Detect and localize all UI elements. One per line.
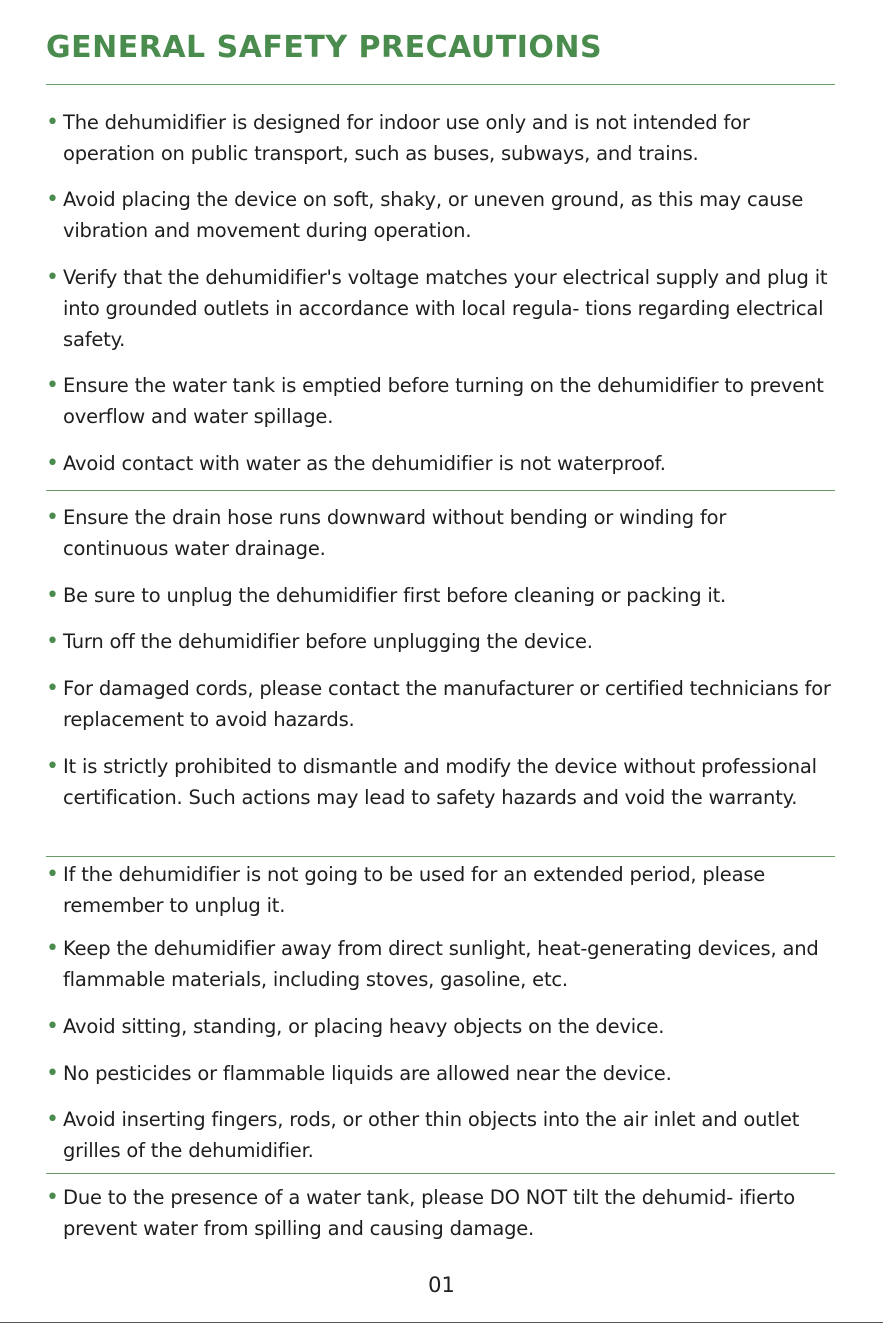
list-item-text: If the dehumidifier is not going to be used for an extended period, please remember to unplug it. bbox=[63, 863, 766, 917]
list-item-text: Due to the presence of a water tank, please DO NOT tilt the dehumid- ifierto prevent water from spilling and causing damage. bbox=[63, 1186, 795, 1240]
list-item bbox=[46, 673, 835, 735]
bullet-icon: • bbox=[46, 505, 59, 530]
bullet-icon: • bbox=[46, 1185, 59, 1210]
bullet-icon: • bbox=[46, 265, 59, 290]
bullet-icon: • bbox=[46, 187, 59, 212]
list-item-text: The dehumidifier is designed for indoor use only and is not intended for operation on public transport, such as buses, subways, and trains. bbox=[63, 111, 750, 165]
list-item-text: Avoid contact with water as the dehumidifier is not waterproof. bbox=[63, 452, 666, 475]
list-item bbox=[46, 859, 835, 921]
bullet-icon: • bbox=[46, 583, 59, 608]
list-item-text: Avoid placing the device on soft, shaky, or uneven ground, as this may cause vibration and movement during operation. bbox=[63, 188, 804, 242]
page-number: 01 bbox=[428, 1273, 455, 1297]
bullet-icon: • bbox=[46, 1014, 59, 1039]
list-item bbox=[46, 1182, 835, 1244]
list-item-text: Keep the dehumidifier away from direct sunlight, heat-generating devices, and flammable materials, including stoves, gasoline, etc. bbox=[63, 937, 819, 991]
list-item-text: Avoid inserting fingers, rods, or other thin objects into the air inlet and outlet grilles of the dehumidifier. bbox=[63, 1108, 800, 1162]
bullet-icon: • bbox=[46, 629, 59, 654]
bullet-icon: • bbox=[46, 676, 59, 701]
section-divider bbox=[46, 1173, 835, 1174]
list-item-text: For damaged cords, please contact the manufacturer or certified technicians for replacement to avoid hazards. bbox=[63, 677, 831, 731]
list-item bbox=[46, 1058, 835, 1089]
list-item-text: Ensure the drain hose runs downward without bending or winding for continuous water drainage. bbox=[63, 506, 727, 560]
bullet-icon: • bbox=[46, 862, 59, 887]
page-title: GENERAL SAFETY PRECAUTIONS bbox=[46, 30, 603, 65]
bullet-icon: • bbox=[46, 110, 59, 135]
bullet-icon: • bbox=[46, 754, 59, 779]
list-item bbox=[46, 448, 835, 479]
list-item bbox=[46, 933, 835, 995]
list-item bbox=[46, 184, 835, 246]
list-item-text: Ensure the water tank is emptied before turning on the dehumidifier to prevent overflow and water spillage. bbox=[63, 374, 824, 428]
bullet-icon: • bbox=[46, 936, 59, 961]
list-item-text: Avoid sitting, standing, or placing heavy objects on the device. bbox=[63, 1015, 665, 1038]
bullet-icon: • bbox=[46, 373, 59, 398]
title-divider bbox=[46, 84, 835, 85]
list-item-text: Be sure to unplug the dehumidifier first before cleaning or packing it. bbox=[63, 584, 727, 607]
list-item bbox=[46, 107, 835, 169]
list-item bbox=[46, 370, 835, 432]
list-item-text: It is strictly prohibited to dismantle and modify the device without professional certification. Such actions may lead to safety hazards and void the warranty. bbox=[63, 755, 817, 809]
bullet-icon: • bbox=[46, 1107, 59, 1132]
list-item bbox=[46, 262, 835, 355]
list-item bbox=[46, 580, 835, 611]
page-bottom-rule bbox=[0, 1322, 883, 1323]
list-item bbox=[46, 626, 835, 657]
bullet-icon: • bbox=[46, 451, 59, 476]
list-item-text: No pesticides or flammable liquids are allowed near the device. bbox=[63, 1062, 672, 1085]
list-item bbox=[46, 502, 835, 564]
section-divider bbox=[46, 856, 835, 857]
list-item-text: Verify that the dehumidifier's voltage matches your electrical supply and plug it into grounded outlets in accordance with local regula- tions regarding electrical safety. bbox=[63, 266, 828, 351]
list-item bbox=[46, 751, 835, 813]
list-item bbox=[46, 1104, 835, 1166]
section-divider bbox=[46, 490, 835, 491]
bullet-icon: • bbox=[46, 1061, 59, 1086]
list-item-text: Turn off the dehumidifier before unplugging the device. bbox=[63, 630, 593, 653]
list-item bbox=[46, 1011, 835, 1042]
